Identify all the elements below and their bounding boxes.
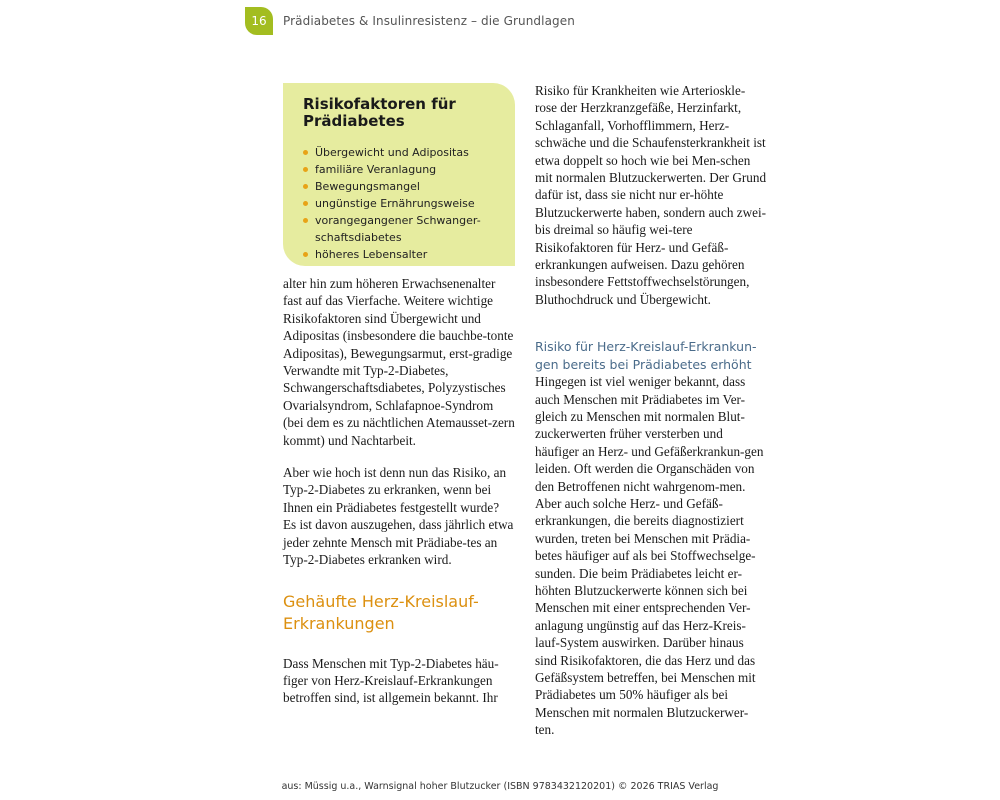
bullet-dot-icon: [303, 218, 308, 223]
bullet-dot-icon: [303, 150, 308, 155]
body-paragraph: alter hin zum höheren Erwachsenenalter fast auf das Vierfache. Weitere wichtige Risikofaktoren sind Übergewicht und Adipositas (insbesondere die bauchbe-tonte Adipositas), Bewegungsarmut, erst-gradige Verwandte mit Typ-2-Diabetes, Schwangerschaftsdiabetes, Polyzystisches Ovarialsyndrom, Schlafapnoe-Syndrom (bei dem es zu nächtlichen Atemausset-zern kommt) und Nachtarbeit.: [283, 276, 515, 448]
list-item-text: Übergewicht und Adipositas: [315, 146, 469, 159]
body-paragraph: Aber wie hoch ist denn nun das Risiko, an Typ-2-Diabetes zu erkranken, wenn bei Ihnen ein Prädiabetes festgestellt wurde? Es ist davon auszugehen, dass jährlich etwa jeder zehnte Mensch mit Prädiabe-tes an Typ-2-Diabetes erkranken wird.: [283, 465, 514, 568]
body-paragraph: Hingegen ist viel weniger bekannt, dass auch Menschen mit Prädiabetes im Ver-gleich zu Menschen mit normalen Blut-zuckerwerten früher versterben und häufiger an Herz- und Gefäßerkrankun-gen leiden. Oft werden die Organschäden von den Betroffenen nicht wahrgenom-men. Aber auch solche Herz- und Gefäß-erkrankungen, die bereits diagnostiziert wurden, treten bei Menschen mit Prädia-betes häufiger auf als bei Stoffwechselge-sunden. Die beim Prädiabetes leicht er-höhten Blutzuckerwerte können sich bei Menschen mit einer entsprechenden Ver-anlagung ungünstig auf das Herz-Kreis-lauf-System auswirken. Darüber hinaus sind Risikofaktoren, die das Herz und das Gefäßsystem betreffen, bei Menschen mit Prädiabetes um 50% häufiger als bei Menschen mit normalen Blutzuckerwer-ten.: [535, 374, 764, 738]
risk-box-title: Risikofaktoren für Prädiabetes: [303, 95, 456, 130]
running-title: Prädiabetes & Insulinresistenz – die Grundlagen: [283, 14, 575, 28]
list-item-text: familiäre Veranlagung: [315, 163, 437, 176]
bullet-dot-icon: [303, 184, 308, 189]
bullet-dot-icon: [303, 201, 308, 206]
source-footer: aus: Müssig u.a., Warnsignal hoher Blutzucker (ISBN 9783432120201) © 2026 TRIAS Verlag: [281, 781, 719, 792]
list-item-text: ungünstige Ernährungsweise: [315, 197, 475, 210]
list-item: [303, 144, 501, 161]
list-item: [303, 246, 501, 263]
list-item-text: Bewegungsmangel: [315, 180, 420, 193]
risk-factors-box: [283, 83, 515, 266]
list-item: [303, 161, 501, 178]
page-number-badge: 16: [245, 7, 273, 35]
bullet-dot-icon: [303, 167, 308, 172]
list-item: [303, 195, 501, 212]
list-item-text: vorangegangener Schwanger-schaftsdiabetes: [315, 214, 481, 244]
risk-factors-list: [303, 144, 501, 263]
body-paragraph: Dass Menschen mit Typ-2-Diabetes häu-figer von Herz-Kreislauf-Erkrankungen betroffen sind, ist allgemein bekannt. Ihr: [283, 655, 499, 706]
list-item-text: höheres Lebensalter: [315, 248, 428, 261]
list-item: [303, 212, 501, 246]
left-column: [283, 83, 515, 707]
right-column: [535, 82, 767, 739]
body-paragraph: Risiko für Krankheiten wie Arterioskle-rose der Herzkranzgefäße, Herzinfarkt, Schlaganfall, Vorhofflimmern, Herz-schwäche und die Schaufensterkrankheit ist etwa doppelt so hoch wie bei Men-schen mit normalen Blutzuckerwerten. Der Grund dafür ist, dass sie nicht nur er-höhte Blutzuckerwerte haben, sondern auch zwei- bis dreimal so häufig wei-tere Risikofaktoren für Herz- und Gefäß-erkrankungen aufweisen. Dazu gehören insbesondere Fettstoffwechselstörungen, Bluthochdruck und Übergewicht.: [535, 83, 767, 307]
bullet-dot-icon: [303, 252, 308, 257]
page-header: [245, 6, 575, 36]
section-heading: Gehäufte Herz-Kreislauf-Erkrankungen: [283, 591, 479, 633]
subsection-heading: Risiko für Herz-Kreislauf-Erkrankun-gen bereits bei Prädiabetes erhöht: [535, 339, 757, 372]
list-item: [303, 178, 501, 195]
